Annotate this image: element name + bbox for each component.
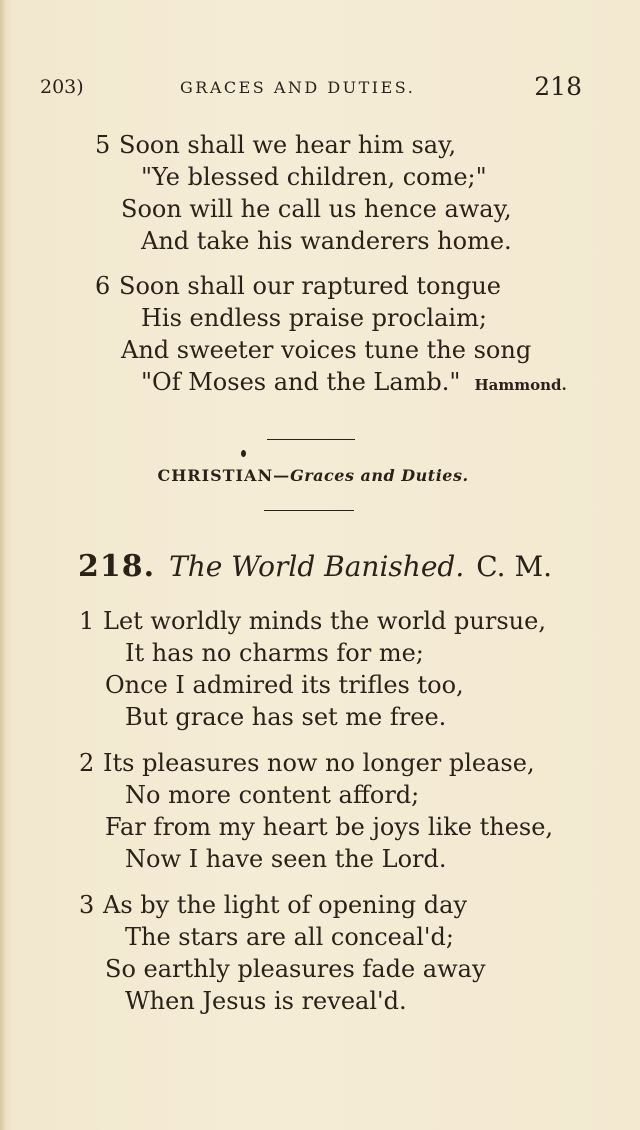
stanza-2 bbox=[79, 747, 553, 875]
verse-line: And take his wanderers home. bbox=[141, 227, 512, 255]
running-head-title: GRACES AND DUTIES. bbox=[180, 78, 416, 97]
section-heading-main: CHRISTIAN— bbox=[157, 466, 291, 485]
divider-rule-top bbox=[267, 439, 355, 440]
running-head bbox=[40, 72, 582, 102]
stanza-number: 6 bbox=[95, 272, 111, 300]
verse-line: When Jesus is reveal'd. bbox=[125, 987, 407, 1015]
stanza-number: 3 bbox=[79, 891, 95, 919]
hymn-number: 218. bbox=[78, 549, 156, 584]
stanza-5 bbox=[95, 129, 512, 257]
verse-line: So earthly pleasures fade away bbox=[105, 955, 486, 983]
stanza-6 bbox=[95, 270, 567, 398]
stanza-number: 2 bbox=[79, 749, 95, 777]
verse-line: Far from my heart be joys like these, bbox=[105, 813, 554, 841]
stanza-number: 5 bbox=[95, 131, 111, 159]
hymn-title: The World Banished. bbox=[169, 550, 465, 583]
verse-line: Soon shall our raptured tongue bbox=[119, 272, 501, 300]
verse-line: No more content afford; bbox=[125, 781, 420, 809]
divider-rule-bottom bbox=[264, 510, 354, 511]
running-head-left: 203) bbox=[40, 76, 84, 98]
verse-line: And sweeter voices tune the song bbox=[121, 336, 532, 364]
verse-line: Its pleasures now no longer please, bbox=[103, 749, 535, 777]
stanza-3 bbox=[79, 889, 486, 1017]
running-head-hymn-number: 218 bbox=[534, 72, 582, 101]
verse-line: Soon shall we hear him say, bbox=[119, 131, 457, 159]
verse-line: The stars are all conceal'd; bbox=[125, 923, 454, 951]
verse-line: But grace has set me free. bbox=[125, 703, 447, 731]
ink-dot bbox=[241, 450, 246, 457]
page-edge bbox=[0, 0, 6, 1130]
author-attribution: Hammond. bbox=[474, 376, 567, 394]
verse-line: His endless praise proclaim; bbox=[141, 304, 487, 332]
verse-line: Once I admired its trifles too, bbox=[105, 671, 464, 699]
verse-line: "Of Moses and the Lamb." bbox=[141, 368, 461, 396]
verse-line: "Ye blessed children, come;" bbox=[141, 163, 487, 191]
verse-line: Soon will he call us hence away, bbox=[121, 195, 512, 223]
verse-line: Now I have seen the Lord. bbox=[125, 845, 447, 873]
hymn-meter: C. M. bbox=[476, 550, 553, 583]
hymn-heading bbox=[78, 549, 552, 584]
stanza-number: 1 bbox=[79, 607, 95, 635]
section-heading-sub: Graces and Duties. bbox=[290, 466, 469, 485]
stanza-1 bbox=[79, 605, 546, 733]
section-heading bbox=[0, 466, 626, 485]
verse-line: As by the light of opening day bbox=[103, 891, 467, 919]
verse-line: Let worldly minds the world pursue, bbox=[103, 607, 546, 635]
verse-line: It has no charms for me; bbox=[125, 639, 424, 667]
